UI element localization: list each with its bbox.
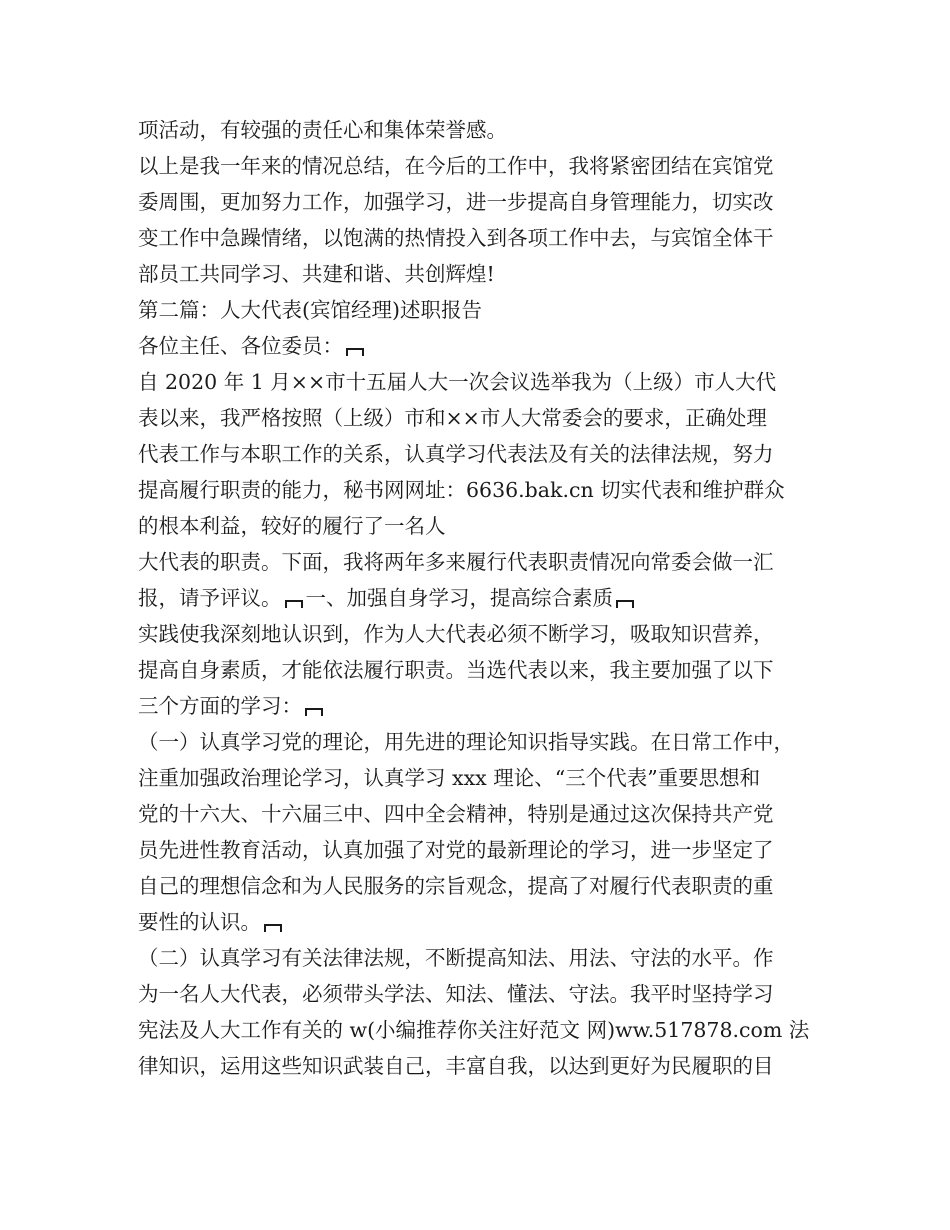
text-segment: 三个方面的学习： xyxy=(138,694,302,718)
document-body xyxy=(138,112,838,1084)
text-line: 注重加强政治理论学习，认真学习 xxx 理论、“三个代表”重要思想和 xyxy=(138,766,761,790)
text-line: 为一名人大代表，必须带头学法、知法、懂法、守法。我平时坚持学习 xyxy=(138,982,774,1006)
salutation: 各位主任、各位委员： xyxy=(138,334,343,358)
text-line: （一）认真学习党的理论，用先进的理论知识指导实践。在日常工作中， xyxy=(138,730,794,754)
text-line: 的根本利益，较好的履行了一名人 xyxy=(138,514,446,538)
text-line: 提高自身素质，才能依法履行职责。当选代表以来，我主要加强了以下 xyxy=(138,658,774,682)
text-line: 党的十六大、十六届三中、四中全会精神，特别是通过这次保持共产党 xyxy=(138,802,774,826)
text-line: 提高履行职责的能力，秘书网网址：6636.bak.cn 切实代表和维护群众 xyxy=(138,478,785,502)
text-line: 以上是我一年来的情况总结，在今后的工作中，我将紧密团结在宾馆党 xyxy=(138,154,774,178)
text-line: 员先进性教育活动，认真加强了对党的最新理论的学习，进一步坚定了 xyxy=(138,838,774,862)
paragraph-mark-icon xyxy=(264,924,282,932)
text-line: 代表工作与本职工作的关系，认真学习代表法及有关的法律法规，努力 xyxy=(138,442,774,466)
text-line-with-mark xyxy=(138,688,838,724)
text-line: 宪法及人大工作有关的 w(小编推荐你关注好范文 网)ww.517878.com 法 xyxy=(138,1018,810,1042)
text-line: 实践使我深刻地认识到，作为人大代表必须不断学习，吸取知识营养， xyxy=(138,622,774,646)
paragraph-mark-icon xyxy=(616,600,634,608)
text-line: 部员工共同学习、共建和谐、共创辉煌! xyxy=(138,262,495,286)
paragraph-mark-icon xyxy=(305,708,323,716)
text-line: 自己的理想信念和为人民服务的宗旨观念，提高了对履行代表职责的重 xyxy=(138,874,774,898)
text-line: 委周围，更加努力工作，加强学习，进一步提高自身管理能力，切实改 xyxy=(138,190,774,214)
text-segment: 报，请予评议。 xyxy=(138,586,282,610)
text-line: 大代表的职责。下面，我将两年多来履行代表职责情况向常委会做一汇 xyxy=(138,550,774,574)
paragraph-mark-icon xyxy=(285,600,303,608)
text-line: 自 2020 年 1 月××市十五届人大一次会议选举我为（上级）市人大代 xyxy=(138,370,777,394)
text-line: 项活动，有较强的责任心和集体荣誉感。 xyxy=(138,118,507,142)
text-line: 律知识，运用这些知识武装自己，丰富自我，以达到更好为民履职的目 xyxy=(138,1054,774,1078)
text-segment: 要性的认识。 xyxy=(138,910,261,934)
paragraph-mark-icon xyxy=(346,348,364,356)
text-line: 变工作中急躁情绪，以饱满的热情投入到各项工作中去，与宾馆全体干 xyxy=(138,226,774,250)
text-line-with-mark xyxy=(138,904,838,940)
text-line: （二）认真学习有关法律法规，不断提高知法、用法、守法的水平。作 xyxy=(138,946,774,970)
text-line: 表以来，我严格按照（上级）市和××市人大常委会的要求，正确处理 xyxy=(138,406,767,430)
subsection-heading: 一、加强自身学习，提高综合素质 xyxy=(305,586,613,610)
text-line-with-mark xyxy=(138,328,838,364)
section-heading: 第二篇：人大代表(宾馆经理)述职报告 xyxy=(138,298,482,322)
text-line-with-mark xyxy=(138,580,838,616)
